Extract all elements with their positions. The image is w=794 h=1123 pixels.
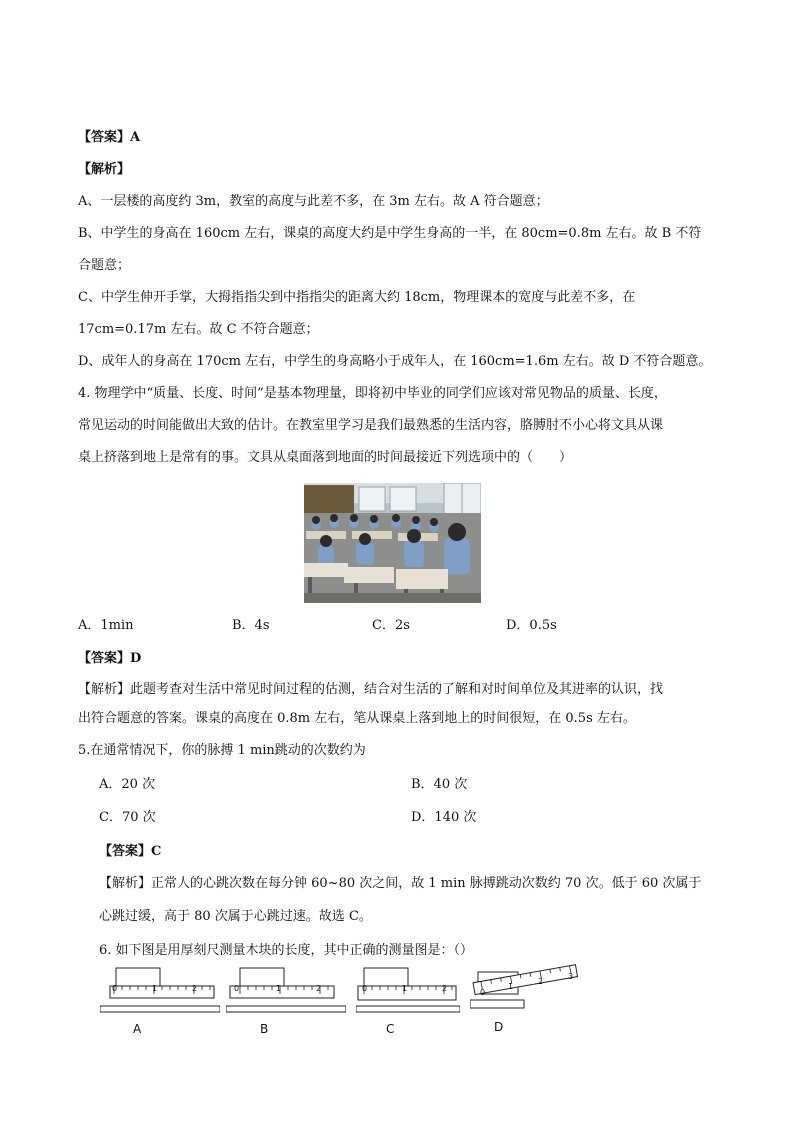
q5-option-b: B．40 次	[411, 777, 468, 792]
q5-analysis-line: 心跳过缓，高于 80 次属于心跳过速。故选 C。	[99, 909, 372, 924]
q4-analysis-line: 出符合题意的答案。课桌的高度在 0.8m 左右，笔从课桌上落到地上的时间很短，在 0.5s 左右。	[78, 711, 636, 726]
ruler-figure-d	[470, 962, 586, 1042]
ruler-b-tick: 0	[234, 984, 240, 993]
ruler-c-tick: 1	[402, 984, 408, 993]
q3-analysis-line: C、中学生伸开手掌，大拇指指尖到中指指尖的距离大约 18cm，物理课本的宽度与此差不多，在	[78, 290, 636, 305]
q5-option-c: C．70 次	[99, 810, 156, 825]
q3-analysis-line: 17cm=0.17m 左右。故 C 不符合题意；	[78, 322, 319, 337]
ruler-b-tick: 2	[316, 984, 322, 993]
q5-analysis-line: 【解析】正常人的心跳次数在每分钟 60~80 次之间，故 1 min 脉搏跳动次数约 70 次。低于 60 次属于	[99, 876, 702, 891]
q5-stem: 5.在通常情况下，你的脉搏 1 min跳动的次数约为	[78, 743, 366, 758]
q6-stem: 6. 如下图是用厚刻尺测量木块的长度，其中正确的测量图是：（）	[99, 943, 474, 958]
ruler-a-tick: 0	[112, 984, 118, 993]
q4-answer: 【答案】D	[78, 651, 142, 666]
q3-analysis-line: 合题意；	[78, 258, 131, 273]
q4-stem-line: 4. 物理学中“质量、长度、时间”是基本物理量，即将初中毕业的同学们应该对常见物品的质量、长度，	[78, 386, 667, 401]
q3-analysis-line: A、一层楼的高度约 3m，教室的高度与此差不多，在 3m 左右。故 A 符合题意；	[78, 194, 549, 209]
q4-option-c: C．2s	[372, 618, 410, 633]
figure-label-b: B	[260, 1022, 269, 1036]
q3-analysis-line: B、中学生的身高在 160cm 左右，课桌的高度大约是中学生身高的一半，在 80cm=0.8m 左右。故 B 不符	[78, 226, 702, 241]
ruler-figure-a	[100, 962, 220, 1042]
ruler-d-tick: 3	[568, 972, 574, 981]
q4-option-b: B．4s	[232, 618, 270, 633]
q3-answer: 【答案】A	[78, 130, 141, 145]
figure-label-a: A	[133, 1022, 142, 1036]
ruler-a-tick: 2	[192, 984, 198, 993]
figure-label-c: C	[386, 1022, 395, 1036]
q5-option-a: A．20 次	[99, 777, 156, 792]
ruler-d-tick: 2	[538, 977, 544, 986]
ruler-b-tick: 1	[276, 984, 282, 993]
q3-analysis-label: 【解析】	[78, 162, 131, 177]
q5-option-d: D．140 次	[411, 810, 477, 825]
q3-analysis-line: D、成年人的身高在 170cm 左右，中学生的身高略小于成年人，在 160cm=1.6m 左右。故 D 不符合题意。	[78, 354, 712, 369]
ruler-a-tick: 1	[152, 984, 158, 993]
q5-answer: 【答案】C	[99, 844, 162, 859]
q4-option-a: A．1min	[78, 618, 134, 633]
ruler-d-tick: 1	[508, 982, 514, 991]
ruler-c-tick: 0	[362, 984, 368, 993]
q4-analysis-line: 【解析】此题考查对生活中常见时间过程的估测，结合对生活的了解和对时间单位及其进率的认识，找	[78, 682, 664, 697]
ruler-c-tick: 2	[442, 984, 448, 993]
figure-label-d: D	[494, 1020, 504, 1034]
ruler-figure-c	[356, 962, 460, 1042]
q4-stem-line: 常见运动的时间能做出大致的估计。在教室里学习是我们最熟悉的生活内容，胳膊肘不小心将文具从课	[78, 418, 664, 433]
ruler-figure-b	[226, 962, 346, 1042]
classroom-photo	[304, 483, 481, 603]
q4-stem-line: 桌上挤落到地上是常有的事。文具从桌面落到地面的时间最接近下列选项中的（ ）	[78, 450, 573, 465]
q4-option-d: D．0.5s	[506, 618, 557, 633]
ruler-d-tick: 0	[480, 988, 486, 997]
